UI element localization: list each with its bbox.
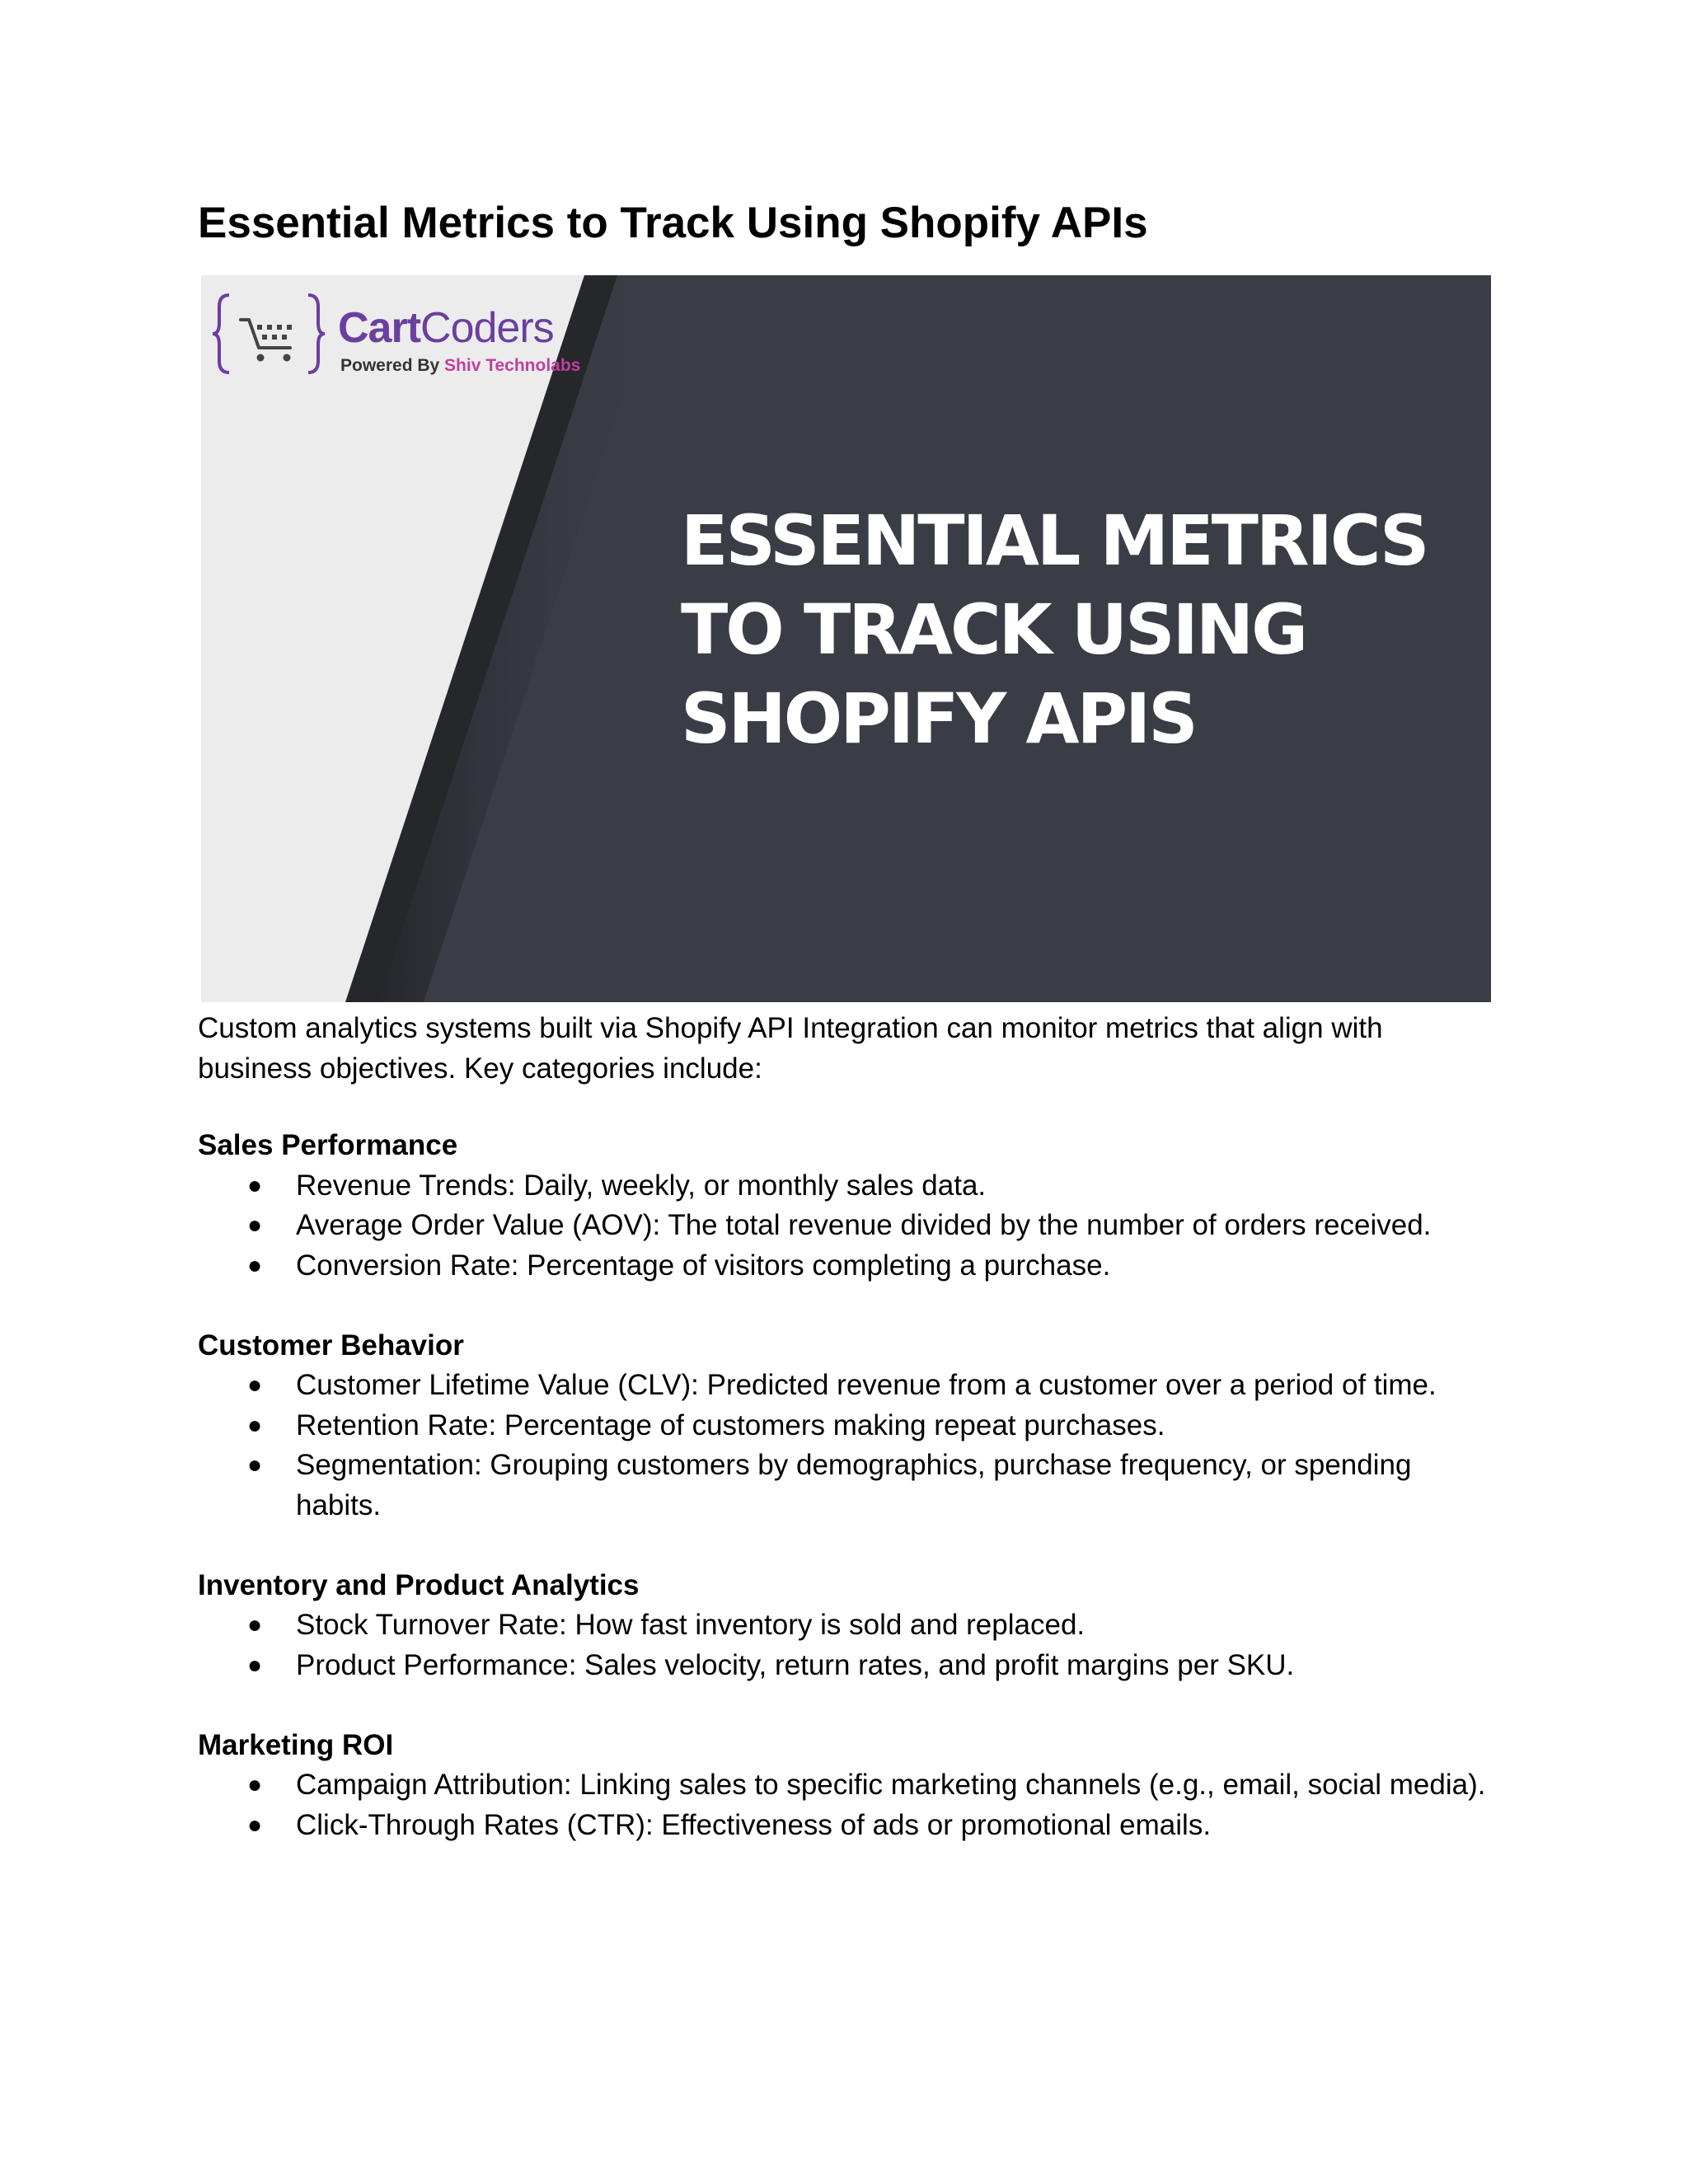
list-item-text: Product Performance: Sales velocity, return rates, and profit margins per SKU. bbox=[296, 1648, 1295, 1681]
logo-tagline-prefix: Powered By bbox=[340, 356, 445, 375]
bullet-icon: ● bbox=[247, 1251, 263, 1279]
bullet-icon: ● bbox=[247, 1371, 263, 1399]
bullet-icon: ● bbox=[247, 1771, 263, 1798]
logo-tagline bbox=[340, 356, 580, 376]
hero-banner-image bbox=[201, 275, 1491, 1002]
logo-brand-coders: Coders bbox=[420, 304, 554, 352]
banner-heading-line: ESSENTIAL METRICS bbox=[681, 500, 1428, 581]
section-inventory-product-analytics bbox=[198, 1566, 1500, 1686]
banner-heading-line: SHOPIFY APIS bbox=[681, 678, 1196, 759]
list-item-text: Average Order Value (AOV): The total revenue divided by the number of orders received. bbox=[296, 1209, 1432, 1241]
logo-tagline-accent: Shiv Technolabs bbox=[444, 356, 581, 375]
section-customer-behavior bbox=[198, 1326, 1500, 1526]
bullet-list bbox=[198, 1166, 1500, 1286]
list-item bbox=[198, 1765, 1500, 1806]
bullet-icon: ● bbox=[247, 1651, 263, 1679]
list-item-text: Segmentation: Grouping customers by demographics, purchase frequency, or spending habits. bbox=[296, 1449, 1412, 1521]
logo-brand-name bbox=[338, 305, 554, 351]
list-item bbox=[198, 1646, 1500, 1686]
banner-heading-line: TO TRACK USING bbox=[681, 589, 1306, 670]
list-item bbox=[198, 1605, 1500, 1646]
section-heading: Sales Performance bbox=[198, 1129, 458, 1161]
bullet-icon: ● bbox=[247, 1411, 263, 1439]
list-item bbox=[198, 1166, 1500, 1207]
list-item bbox=[198, 1446, 1500, 1526]
list-item-text: Conversion Rate: Percentage of visitors completing a purchase. bbox=[296, 1249, 1111, 1282]
list-item-text: Revenue Trends: Daily, weekly, or monthly sales data. bbox=[296, 1169, 987, 1202]
bullet-list bbox=[198, 1366, 1500, 1526]
bullet-list bbox=[198, 1605, 1500, 1685]
list-item bbox=[198, 1806, 1500, 1846]
list-item-text: Campaign Attribution: Linking sales to specific marketing channels (e.g., email, social media). bbox=[296, 1769, 1486, 1801]
bullet-icon: ● bbox=[247, 1451, 263, 1479]
logo-brand-cart: Cart bbox=[338, 304, 421, 352]
section-heading: Customer Behavior bbox=[198, 1329, 464, 1361]
document-title: Essential Metrics to Track Using Shopify APIs bbox=[198, 199, 1148, 247]
list-item bbox=[198, 1406, 1500, 1446]
bullet-icon: ● bbox=[247, 1212, 263, 1239]
bullet-icon: ● bbox=[247, 1811, 263, 1839]
list-item bbox=[198, 1246, 1500, 1286]
list-item-text: Customer Lifetime Value (CLV): Predicted revenue from a customer over a period of time. bbox=[296, 1369, 1437, 1401]
list-item-text: Retention Rate: Percentage of customers making repeat purchases. bbox=[296, 1408, 1165, 1441]
list-item-text: Stock Turnover Rate: How fast inventory is sold and replaced. bbox=[296, 1609, 1085, 1641]
list-item bbox=[198, 1366, 1500, 1406]
cartcoders-logo bbox=[211, 288, 581, 379]
bullet-list bbox=[198, 1765, 1500, 1845]
bullet-icon: ● bbox=[247, 1171, 263, 1199]
banner-heading bbox=[681, 496, 1428, 763]
intro-paragraph: Custom analytics systems built via Shopify API Integration can monitor metrics that align with business objectives. Key categories include: bbox=[198, 1012, 1383, 1085]
section-heading: Inventory and Product Analytics bbox=[198, 1568, 640, 1601]
section-sales-performance bbox=[198, 1126, 1500, 1286]
list-item bbox=[198, 1206, 1500, 1246]
metric-sections bbox=[198, 1126, 1500, 1886]
section-marketing-roi bbox=[198, 1726, 1500, 1846]
section-heading: Marketing ROI bbox=[198, 1728, 394, 1761]
bullet-icon: ● bbox=[247, 1611, 263, 1638]
cart-logo-icon bbox=[211, 288, 326, 379]
list-item-text: Click-Through Rates (CTR): Effectiveness of ads or promotional emails. bbox=[296, 1808, 1212, 1841]
